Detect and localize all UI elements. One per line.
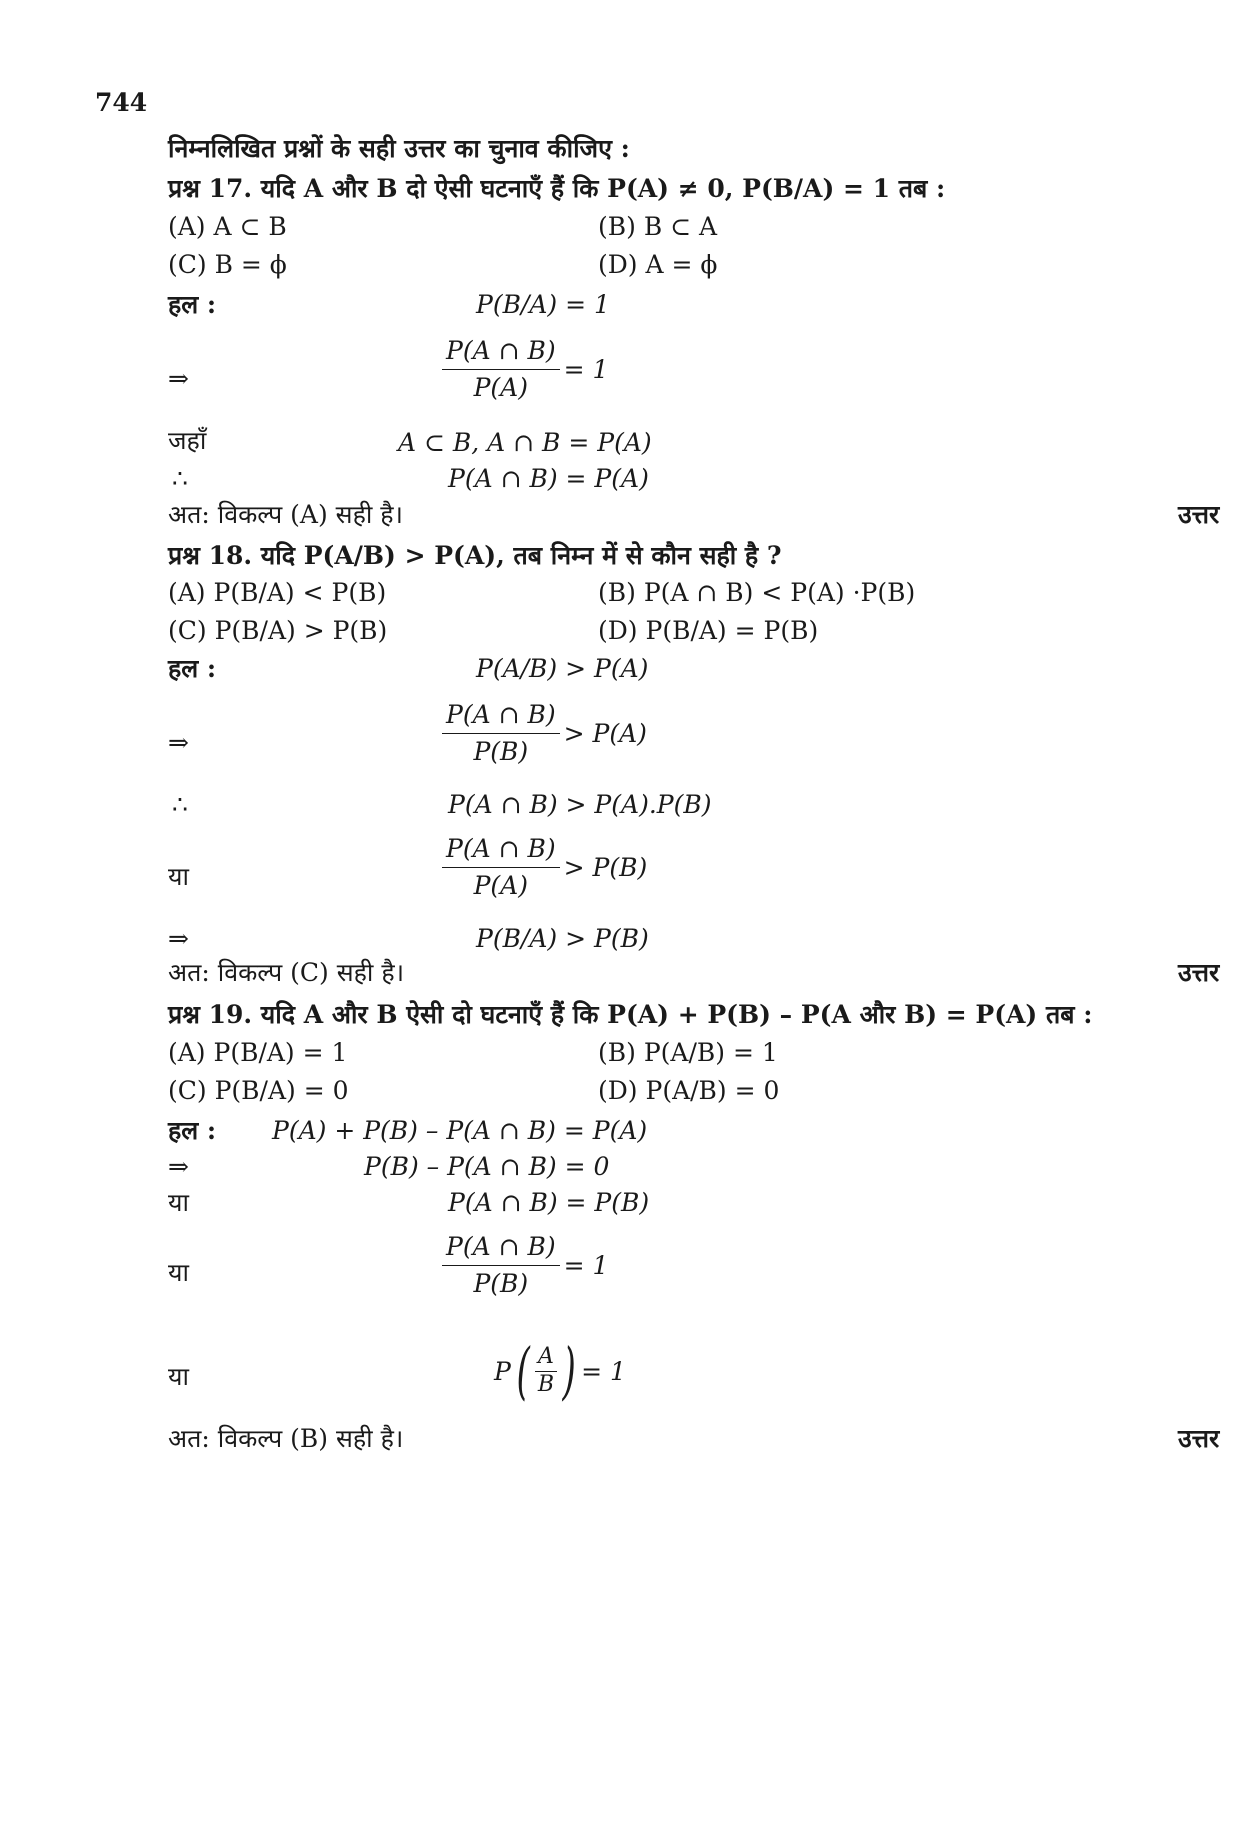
q17-question: प्रश्न 17. यदि A और B दो ऐसी घटनाएँ हैं कि P(A) ≠ 0, P(B/A) = 1 तब : (168, 174, 946, 203)
q18-therefore-symbol: ∴ (172, 790, 188, 819)
q18-fraction-2-denominator: P(A) (473, 871, 528, 900)
q18-option-d: (D) P(B/A) = P(B) (598, 616, 819, 645)
q19-step-1: P(A) + P(B) – P(A ∩ B) = P(A) (272, 1116, 648, 1145)
q19-option-b: (B) P(A/B) = 1 (598, 1038, 778, 1067)
q19-fraction-1-denominator: P(B) (473, 1269, 529, 1298)
q17-fraction-1-denominator: P(A) (473, 373, 528, 402)
section-instruction: निम्नलिखित प्रश्नों के सही उत्तर का चुनाव कीजिए : (168, 134, 630, 163)
q19-fraction-1-numerator: P(A ∩ B) (442, 1232, 560, 1266)
q19-fraction-2-rest: = 1 (581, 1356, 626, 1386)
q19-conclusion: अत: विकल्प (B) सही है। (168, 1424, 404, 1453)
q18-step-1: P(A/B) > P(A) (476, 654, 649, 683)
q18-or-label: या (168, 862, 189, 891)
q18-step-5: P(B/A) > P(B) (476, 924, 649, 953)
q18-implies-symbol-2: ⇒ (168, 924, 189, 953)
q17-fraction-1-numerator: P(A ∩ B) (442, 336, 560, 370)
q19-right-paren: ) (562, 1334, 576, 1407)
q18-option-c: (C) P(B/A) > P(B) (168, 616, 388, 645)
q19-fraction-1 (442, 1232, 608, 1299)
page-number: 744 (95, 88, 148, 117)
q19-or-label-1: या (168, 1188, 189, 1217)
q18-question: प्रश्न 18. यदि P(A/B) > P(A), तब निम्न में से कौन सही है ? (168, 541, 782, 570)
q17-answer-label: उत्तर (1178, 500, 1220, 529)
q17-option-c: (C) B = ϕ (168, 250, 287, 279)
q18-fraction-1-rest: > P(A) (563, 719, 647, 748)
q17-step-1: P(B/A) = 1 (476, 290, 610, 319)
q19-question: प्रश्न 19. यदि A और B ऐसी दो घटनाएँ हैं कि P(A) + P(B) – P(A और B) = P(A) तब : (168, 1000, 1093, 1029)
q17-option-d: (D) A = ϕ (598, 250, 718, 279)
q18-fraction-1 (442, 700, 647, 767)
q19-or-label-3: या (168, 1362, 189, 1391)
q19-step-3: P(A ∩ B) = P(B) (448, 1188, 650, 1217)
q18-conclusion: अत: विकल्प (C) सही है। (168, 958, 405, 987)
q18-fraction-2 (442, 834, 647, 901)
q17-option-a: (A) A ⊂ B (168, 212, 287, 241)
q19-fraction-1-rest: = 1 (563, 1251, 609, 1280)
q19-p-symbol: P (494, 1356, 511, 1386)
q19-step-2: P(B) – P(A ∩ B) = 0 (364, 1152, 610, 1181)
q19-answer-label: उत्तर (1178, 1424, 1220, 1453)
q19-option-c: (C) P(B/A) = 0 (168, 1076, 349, 1105)
q17-implies-symbol: ⇒ (168, 364, 189, 393)
q18-fraction-2-rest: > P(B) (563, 853, 648, 882)
q17-therefore-symbol: ∴ (172, 464, 188, 493)
q18-option-a: (A) P(B/A) < P(B) (168, 578, 387, 607)
q17-conclusion: अत: विकल्प (A) सही है। (168, 500, 404, 529)
q18-fraction-1-numerator: P(A ∩ B) (442, 700, 560, 734)
q17-fraction-1-rest: = 1 (563, 355, 609, 384)
q18-solution-label: हल : (168, 654, 217, 683)
q19-conditional-probability (494, 1334, 626, 1407)
q18-step-3: P(A ∩ B) > P(A).P(B) (448, 790, 712, 819)
q19-option-d: (D) P(A/B) = 0 (598, 1076, 780, 1105)
q19-solution-label: हल : (168, 1116, 217, 1145)
q18-fraction-2-numerator: P(A ∩ B) (442, 834, 560, 868)
q18-answer-label: उत्तर (1178, 958, 1220, 987)
q17-fraction-1 (442, 336, 608, 403)
q18-option-b: (B) P(A ∩ B) < P(A) ·P(B) (598, 578, 916, 607)
q19-option-a: (A) P(B/A) = 1 (168, 1038, 348, 1067)
q17-option-b: (B) B ⊂ A (598, 212, 718, 241)
q18-fraction-1-denominator: P(B) (473, 737, 529, 766)
q18-implies-symbol: ⇒ (168, 728, 189, 757)
q19-fraction-2-numerator: A (535, 1344, 557, 1372)
q17-solution-label: हल : (168, 290, 217, 319)
q17-where-label: जहाँ (168, 426, 207, 455)
q17-step-3: A ⊂ B, A ∩ B = P(A) (398, 428, 652, 457)
q17-step-4: P(A ∩ B) = P(A) (448, 464, 649, 493)
q19-left-paren: ( (516, 1334, 530, 1407)
q19-fraction-2-denominator: B (537, 1372, 555, 1397)
q19-implies-symbol: ⇒ (168, 1152, 189, 1181)
q19-or-label-2: या (168, 1258, 189, 1287)
